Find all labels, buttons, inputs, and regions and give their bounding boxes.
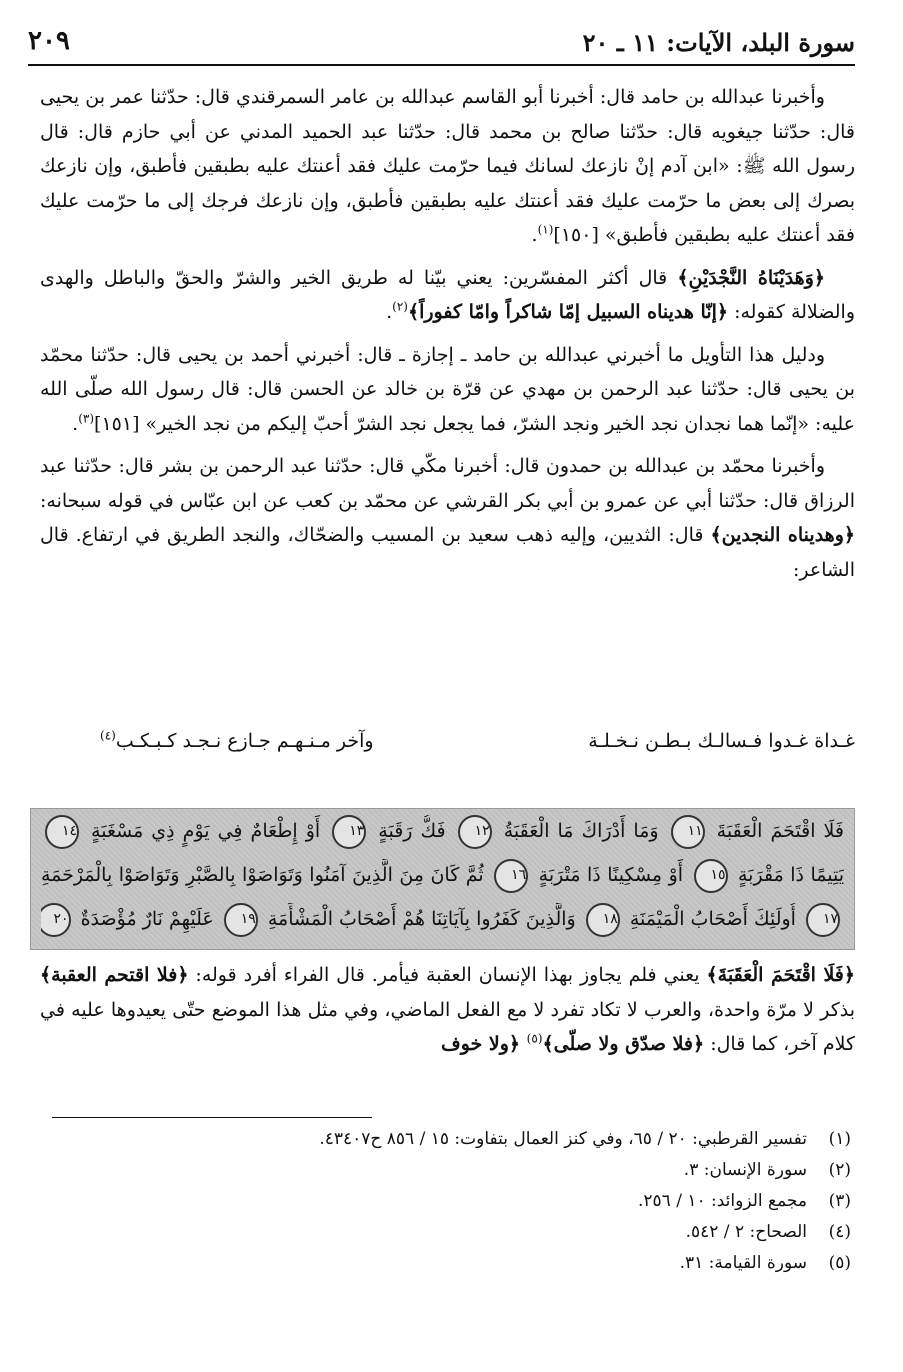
footnote-ref: (٣) [78,411,95,426]
quran-quote: ﴿وَهَدَيْنَاهُ النَّجْدَيْنِ﴾ [677,266,825,289]
footnotes [40,1124,851,1279]
paragraph-najdain: ﴿وَهَدَيْنَاهُ النَّجْدَيْنِ﴾ قال أكثر المفسّرين: يعني بيّنا له طريق الخير والشرّ والحقّ والباطل والهدى والضلالة كقوله: ﴿إنّا هديناه السبيل إمّا شاكراً وامّا كفوراً﴾$^{(٢)}$. [40,266,855,323]
paragraph-text: وأخبرنا عبدالله بن حامد قال: أخبرنا أبو القاسم عبدالله بن عامر السمرقندي قال: حدّثنا عمر بن يحيى قال: حدّثنا جيغويه قال: حدّثنا صالح بن محمد قال: حدّثنا عبد الحميد المدني عن أبي حازم قال: قال رسول الله ﷺ: «ابن آدم إنْ نازعك لسانك فيما حرّمت عليك فقد أعنتك عليه بطبقين فأطبق، وإن نازعك بصرك إلى بعض ما حرّمت عليك فقد أعنتك عليه بطبقين فأطبق، وإن نازعك فرجك إلى ما حرّمت عليك فقد أعنتك عليه بطبقين فأطبق» [١٥٠] [40,86,855,246]
paragraph-ibn-abbas [40,449,855,587]
ayah-number-marker: ١٤ [45,815,79,849]
quran-line-3 [41,903,844,943]
footnote [40,1217,851,1248]
paragraph-hadith-2: ودليل هذا التأويل ما أخبرني عبدالله بن حامد ـ إجازة ـ قال: أخبرني أحمد بن يحيى قال: حدّثنا محمّد بن يحيى قال: حدّثنا عبد الرحمن بن مهدي عن قرّة بن خالد عن الحسن قال: قال رسول الله صلّى الله عليه: «إنّما هما نجدان نجد الخير ونجد الشرّ، فما يجعل نجد الشرّ أحبّ إليكم من نجد الخير» [١٥١]$^{(٣)}$. [40,343,855,435]
page-number: ٢٠٩ [28,26,70,56]
ayah-number-marker: ١٥ [694,859,728,893]
quran-quote: ﴿إنّا هديناه السبيل إمّا شاكراً وامّا كفوراً﴾ [407,301,729,323]
footnote [40,1248,851,1279]
surah-title: سورة البلد، الآيات: ١١ ـ ٢٠ [582,28,855,57]
ayah-number-marker: ١٨ [586,903,620,937]
footnote-text: مجمع الزوائد: ١٠ / ٢٥٦. [638,1191,807,1211]
footnote [40,1124,851,1155]
ayah-text: أُولَئِكَ أَصْحَابُ الْمَيْمَنَةِ [629,908,796,930]
footnote-ref: (١) [537,222,554,237]
paragraph-text: بذكر لا مرّة واحدة، والعرب لا تكاد تفرد لا مع الفعل الماضي، وفي مثل هذا الموضع حتّى يعيدوها عليه في كلام آخر، كما قال: [40,998,855,1055]
footnote-number: (٣) [828,1191,851,1211]
ayah-text: عَلَيْهِمْ نَارٌ مُؤْصَدَةٌ [80,908,214,930]
ayah-text: ثُمَّ كَانَ مِنَ الَّذِينَ آمَنُوا وَتَوَاصَوْا بِالصَّبْرِ وَتَوَاصَوْا بِالْمَرْحَمَةِ [41,864,484,886]
ayah-number-marker: ١٣ [332,815,366,849]
footnote-number: (٥) [828,1253,851,1273]
paragraph-text: ودليل هذا التأويل ما أخبرني عبدالله بن حامد ـ إجازة ـ قال: أخبرني أحمد بن يحيى قال: حدّثنا محمّد بن يحيى قال: حدّثنا عبد الرحمن بن مهدي عن قرّة بن خالد عن الحسن قال: قال رسول الله صلّى الله عليه: «إنّما هما نجدان نجد الخير ونجد الشرّ، فما يجعل نجد الشرّ أحبّ إليكم من نجد الخير» [١٥١] [40,343,855,435]
ayah-text: فَكُّ رَقَبَةٍ [378,820,446,842]
footnote [40,1155,851,1186]
footnote-number: (١) [828,1129,851,1149]
ayah-text: أَوْ مِسْكِينًا ذَا مَتْرَبَةٍ [538,864,684,886]
footnote-separator [52,1117,372,1118]
ayah-text: فَلَا اقْتَحَمَ الْعَقَبَةَ [716,820,844,842]
quran-quote: ﴿فَلَا اقْتَحَمَ الْعَقَبَةَ﴾ [706,964,856,986]
ayah-number-marker: ١٧ [806,903,840,937]
quran-quote: ﴿وهديناه النجدين﴾ [710,524,856,546]
paragraph-aqaba [40,958,855,1062]
footnote-ref: (٢) [392,299,408,314]
main-text-top [40,80,855,595]
quran-line-1 [41,815,844,855]
footnote-text: سورة القيامة: ٣١. [679,1253,807,1273]
ayah-text: يَتِيمًا ذَا مَقْرَبَةٍ [738,864,844,886]
poem-verse [40,722,855,762]
quran-verses-box [30,808,855,950]
ayah-text: وَمَا أَدْرَاكَ مَا الْعَقَبَةُ [503,820,659,842]
ayah-number-marker: ١٦ [494,859,528,893]
ayah-number-marker: ١١ [671,815,705,849]
paragraph-text: قال أكثر المفسّرين: يعني بيّنا له طريق الخير والشرّ والحقّ والباطل والهدى والضلالة كقوله: [40,266,855,323]
footnote-text: الصحاح: ٢ / ٥٤٢. [685,1222,807,1242]
poem-hemistich-second [100,730,374,752]
footnote-text: سورة الإنسان: ٣. [683,1160,807,1180]
poem-hemistich-text: وآخر مـنـهـم جـازع نـجـد كـبـكـب [115,730,374,752]
footnote-text: تفسير القرطبي: ٢٠ / ٦٥، وفي كنز العمال بتفاوت: ١٥ / ٨٥٦ ح٤٣٤٠٧. [319,1129,807,1149]
paragraph-text: قال: الثديين، وإليه ذهب سعيد بن المسيب والضحّاك، والنجد الطريق في ارتفاع. قال الشاعر: [40,524,855,581]
paragraph-text: وأخبرنا محمّد بن عبدالله بن حمدون قال: أخبرنا مكّي قال: حدّثنا عبد الرحمن بن بشر قال: حدّثنا عبد الرزاق قال: حدّثنا أبي عن عمرو بن أبي بكر القرشي عن محمّد بن كعب عن ابن عبّاس في قوله سبحانه: [40,455,855,512]
ayah-text: وَالَّذِينَ كَفَرُوا بِآيَاتِنَا هُمْ أَصْحَابُ الْمَشْأَمَةِ [267,908,576,930]
ayah-number-marker: ١٢ [458,815,492,849]
paragraph-text: يعني فلم يجاوز بهذا الإنسان العقبة فيأمر. قال الفراء أفرد قوله: [188,964,707,986]
footnote-ref: (٤) [100,728,116,743]
quran-quote: ﴿فلا صدّق ولا صلّى﴾ [542,1033,705,1055]
quran-quote: ﴿فلا اقتحم العقبة﴾ [40,964,189,986]
footnote [40,1186,851,1217]
ayah-number-marker: ٢٠ [41,903,71,937]
header-rule [28,64,855,66]
main-text-bottom [40,958,855,1070]
ayah-number-marker: ١٩ [224,903,258,937]
footnote-number: (٤) [828,1222,851,1242]
paragraph-hadith-1: وأخبرنا عبدالله بن حامد قال: أخبرنا أبو القاسم عبدالله بن عامر السمرقندي قال: حدّثنا عمر بن يحيى قال: حدّثنا جيغويه قال: حدّثنا صالح بن محمد قال: حدّثنا عبد الحميد المدني عن أبي حازم قال: قال رسول الله ﷺ: «ابن آدم إنْ نازعك لسانك فيما حرّمت عليك فقد أعنتك عليه بطبقين فأطبق، وإن نازعك بصرك إلى بعض ما حرّمت عليك فقد أعنتك عليه بطبقين فأطبق، وإن نازعك فرجك إلى ما حرّمت عليك فقد أعنتك عليه بطبقين فأطبق» [١٥٠]$^{(١)}$. [40,86,855,246]
footnote-number: (٢) [828,1160,851,1180]
quran-quote: ﴿ولا خوف [441,1033,527,1055]
poem-hemistich-first: غـداة غـدوا فـسالـك بـطـن نـخـلـة [588,730,855,752]
footnote-ref: (٥) [526,1031,543,1046]
ayah-text: أَوْ إِطْعَامٌ فِي يَوْمٍ ذِي مَسْغَبَةٍ [91,820,321,842]
quran-line-2 [41,859,844,899]
page-header [28,22,855,66]
